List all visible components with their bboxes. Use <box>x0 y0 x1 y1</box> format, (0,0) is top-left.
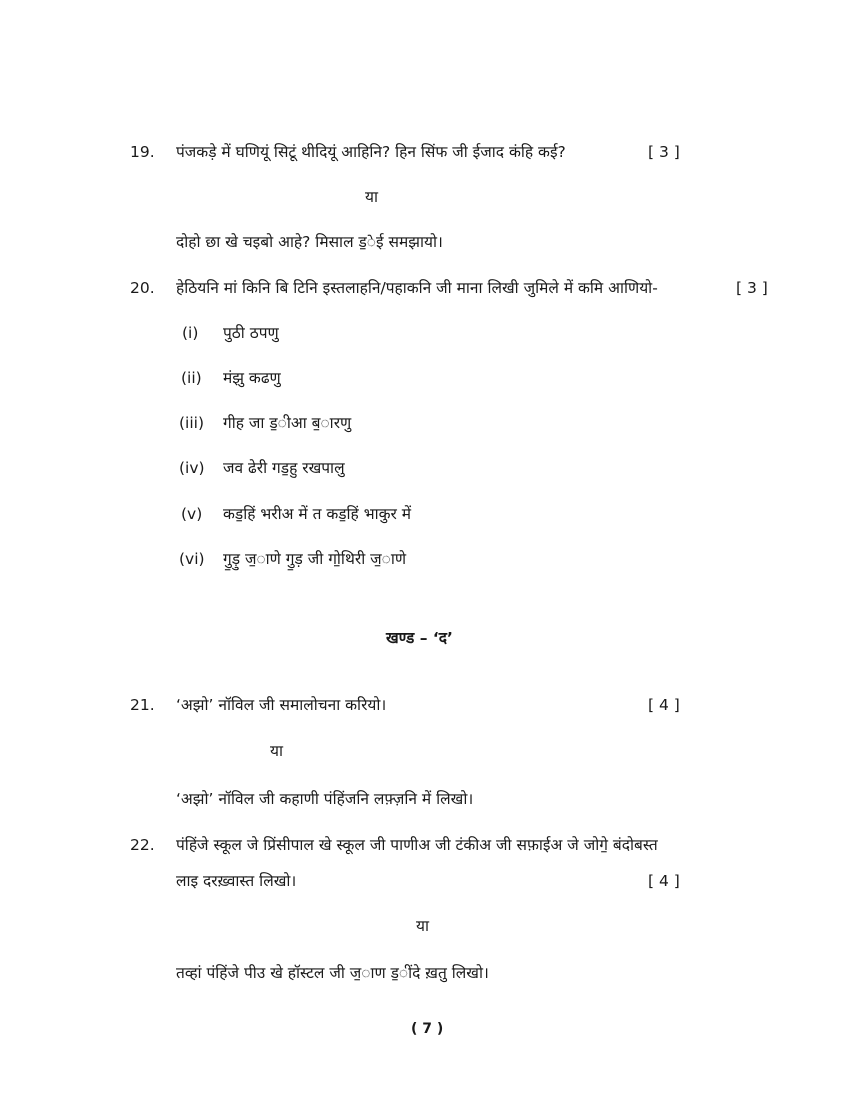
question-number: 19. <box>130 143 155 161</box>
or-separator: या <box>270 742 284 760</box>
alternate-question-text: दोहो छा खे चइबो आहे? मिसाल ड॒ेई समझायो। <box>176 233 443 251</box>
section-heading: खण्ड – ‘द’ <box>386 629 453 647</box>
list-item: कड॒हिं भरीअ में त कड॒हिं भाकुर में <box>223 505 412 523</box>
marks: [ 4 ] <box>648 696 680 714</box>
list-item: पुठी ठपणु <box>223 324 279 342</box>
question-number: 21. <box>130 696 155 714</box>
page-number: ( 7 ) <box>411 1021 444 1037</box>
or-separator: या <box>416 917 430 935</box>
marks: [ 3 ] <box>736 279 768 297</box>
marks: [ 3 ] <box>648 143 680 161</box>
list-item: मंझु कढणु <box>223 369 281 387</box>
list-item-label: (i) <box>182 324 199 342</box>
marks: [ 4 ] <box>648 872 680 890</box>
question-text: पंजकड़े में घणियूं सिटूं थीदियूं आहिनि? हिन सिंफ जी ईजाद कंहि कई? <box>176 143 566 161</box>
list-item: जव ढेरी गड॒हु रखपालु <box>223 459 345 477</box>
alternate-question-text: तव्हां पंहिंजे पीउ खे हॉस्टल जी ज॒ाण ड॒ींदे ख़तु लिखो। <box>176 964 489 982</box>
question-text: पंहिंजे स्कूल जे प्रिंसीपाल खे स्कूल जी पाणीअ जी टंकीअ जी सफ़ाईअ जे जोगे॒ बंदोबस्त <box>176 836 658 854</box>
list-item-label: (iii) <box>179 414 205 432</box>
list-item-label: (ii) <box>181 369 202 387</box>
question-text-continued: लाइ दरख़्वास्त लिखो। <box>176 872 297 890</box>
list-item-label: (vi) <box>179 550 205 568</box>
question-text: ‘अझो’ नॉविल जी समालोचना करियो। <box>176 696 387 714</box>
question-number: 20. <box>130 279 155 297</box>
question-number: 22. <box>130 836 155 854</box>
question-text: हेठियनि मां किनि बि टिनि इस्तलाहनि/पहाकनि जी माना लिखी जुमिले में कमि आणियो- <box>176 279 658 297</box>
or-separator: या <box>365 188 379 206</box>
list-item: गु॒ड़ु ज॒ाणे गु॒ड़ जी गो॒थिरी ज॒ाणे <box>223 550 407 568</box>
list-item-label: (v) <box>181 505 203 523</box>
alternate-question-text: ‘अझो’ नॉविल जी कहाणी पंहिंजनि लफ़्ज़नि में लिखो। <box>176 790 474 808</box>
list-item: गीह जा ड॒ीआ ब॒ारणु <box>223 414 352 432</box>
list-item-label: (iv) <box>179 459 205 477</box>
